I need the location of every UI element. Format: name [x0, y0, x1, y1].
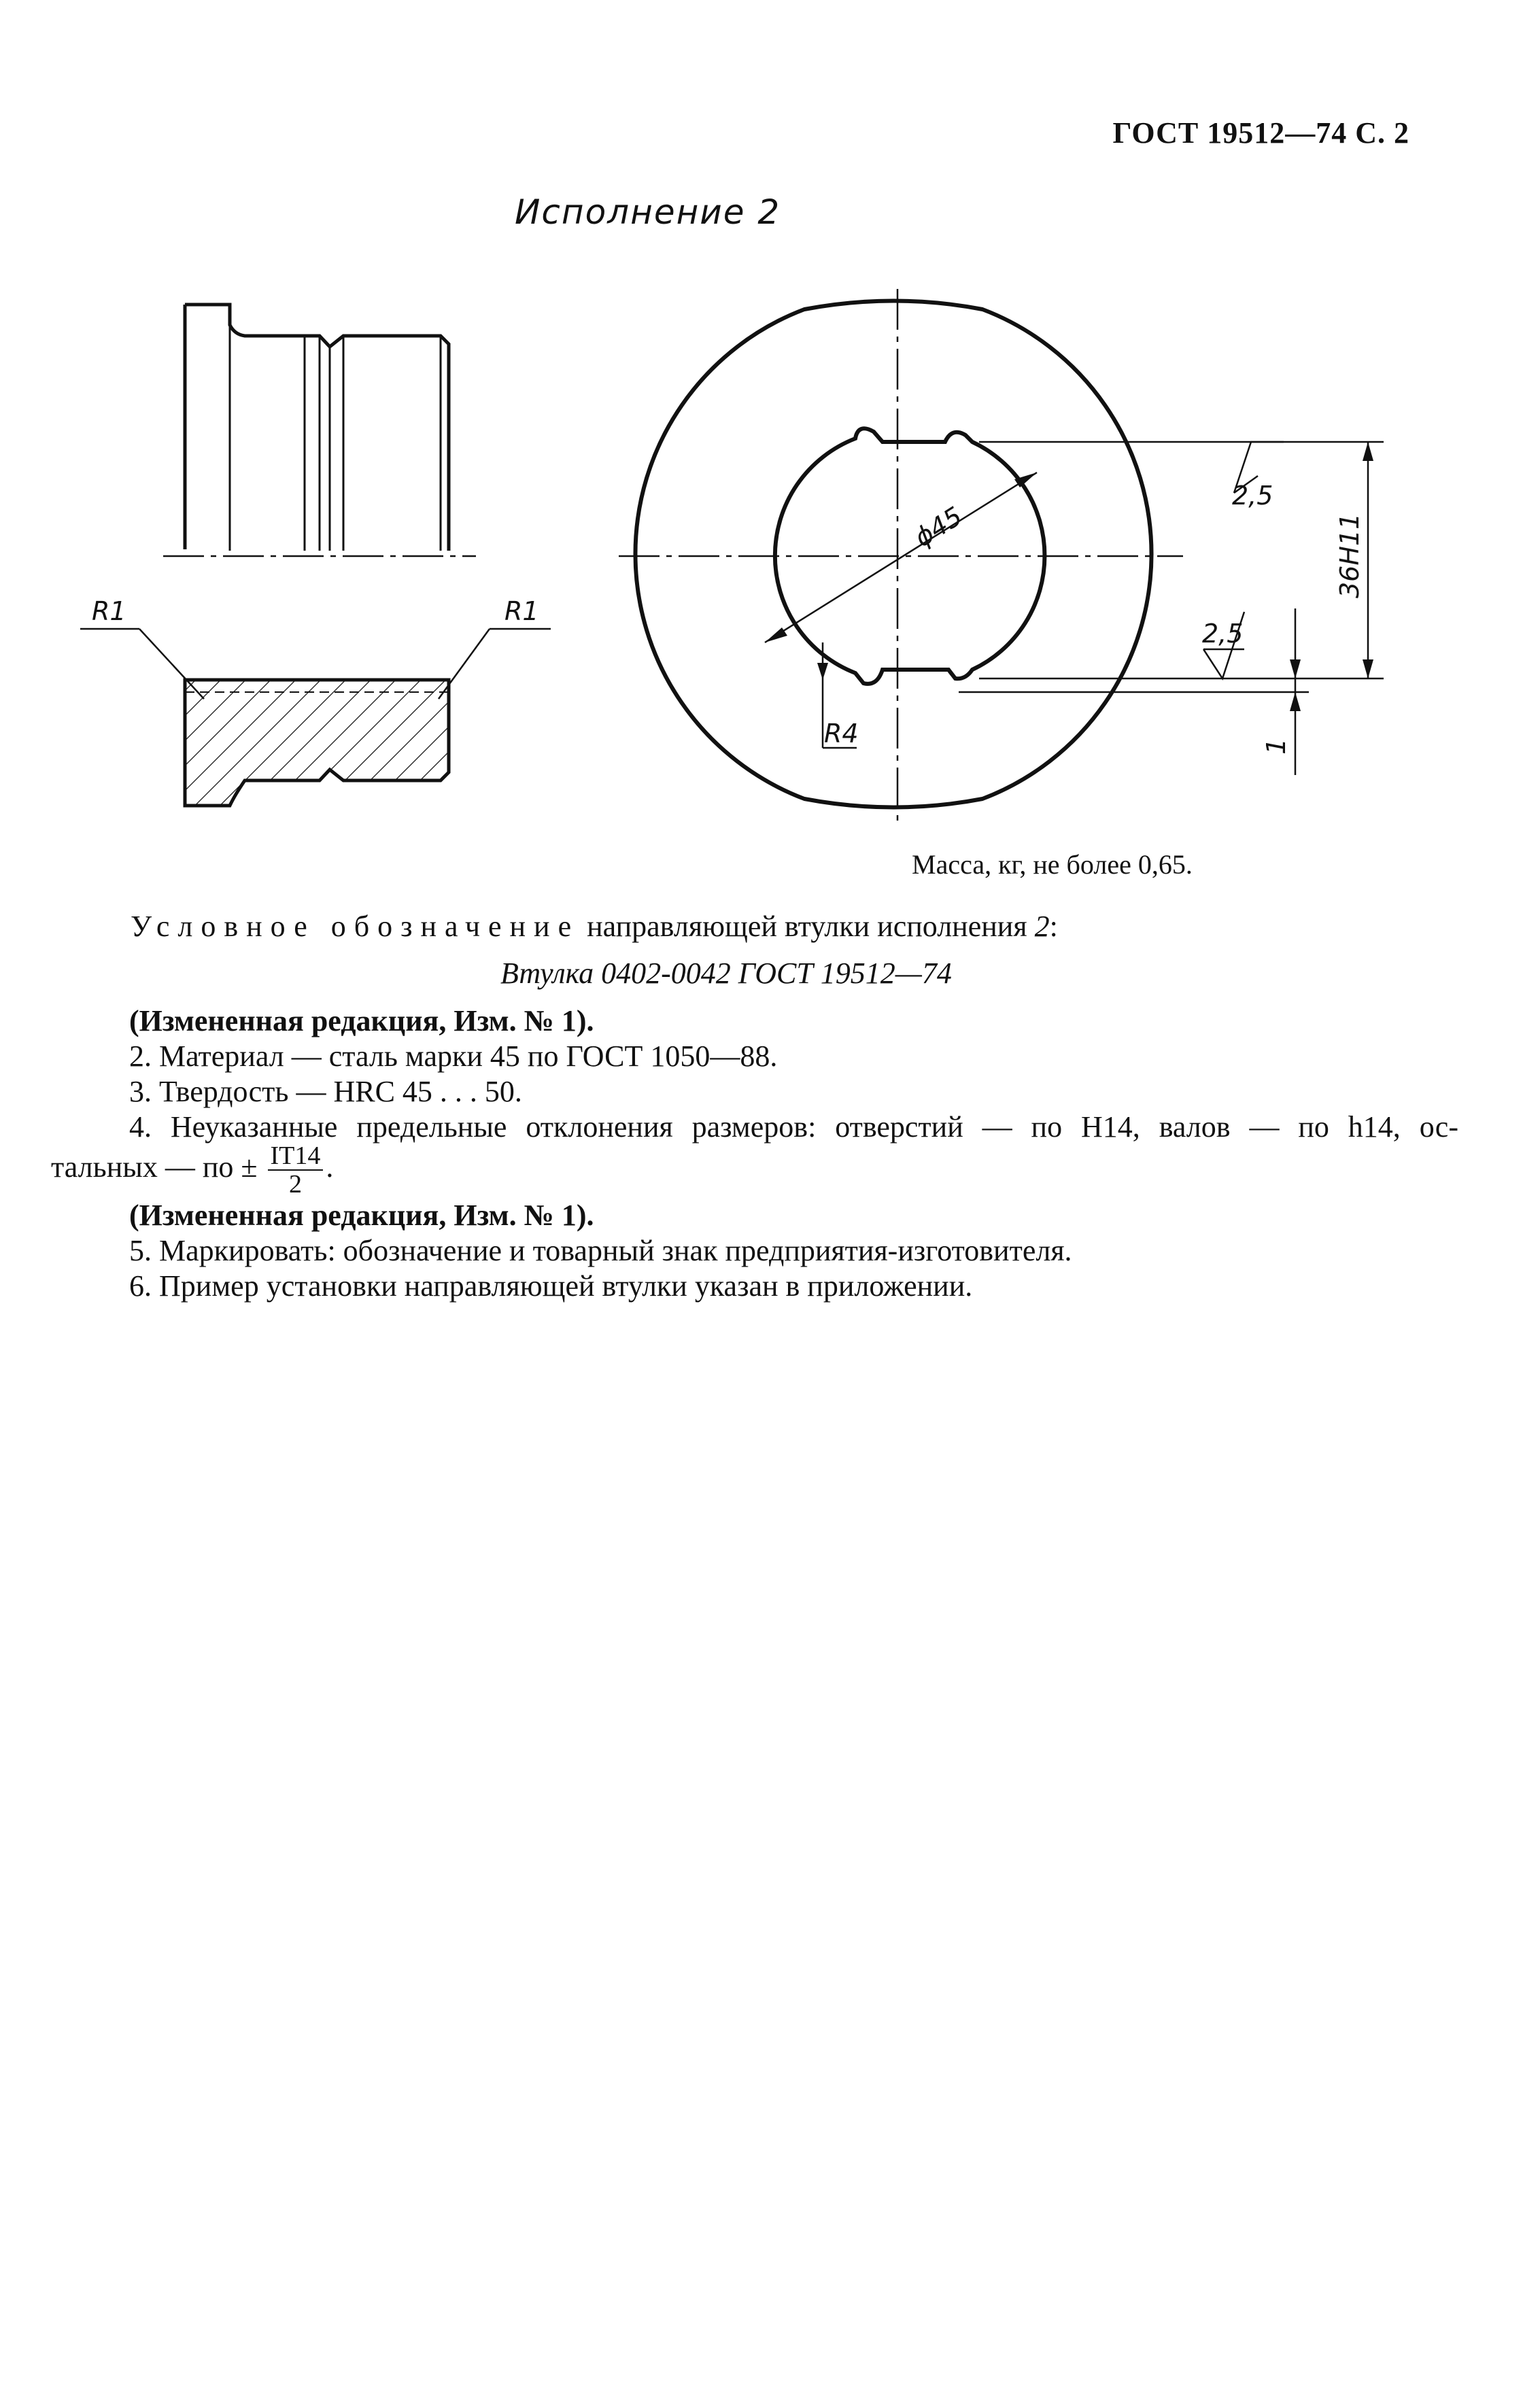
note-2: 2. Материал — сталь марки 45 по ГОСТ 1050—88. [129, 1039, 778, 1073]
hatched-section [185, 680, 449, 806]
technical-drawing [0, 0, 1540, 843]
r1-left-label: R1 [92, 596, 126, 626]
fraction-numerator: IT14 [268, 1142, 324, 1171]
page-header: ГОСТ 19512—74 С. 2 [1112, 116, 1409, 150]
diameter-label: ϕ45 [909, 500, 968, 553]
front-view [635, 301, 1151, 808]
outer-contour [635, 301, 1151, 808]
width-dimension [979, 442, 1384, 678]
designation-number: 2 [1034, 910, 1050, 943]
note-5: 5. Маркировать: обозначение и товарный знак предприятия-изготовителя. [129, 1234, 1072, 1267]
width-arrow-bottom [1363, 659, 1373, 678]
diameter-line [765, 472, 1037, 642]
roughness-bottom-label: 2,5 [1202, 619, 1244, 649]
note-3: 3. Твердость — HRC 45 . . . 50. [129, 1075, 522, 1108]
section-view [185, 305, 449, 806]
width-label: 36H11 [1335, 513, 1365, 598]
offset-arrow-top [1290, 659, 1301, 678]
tolerance-fraction [268, 1142, 324, 1198]
change-note-1: (Измененная редакция, Изм. № 1). [129, 1004, 594, 1037]
section-outline-top [185, 305, 449, 551]
offset-dimension [959, 608, 1309, 775]
note-4-suffix: . [326, 1150, 334, 1184]
note-6: 6. Пример установки направляющей втулки указан в приложении. [129, 1269, 973, 1303]
r1-right-label: R1 [504, 596, 539, 626]
roughness-top-label: 2,5 [1232, 481, 1273, 511]
notes-block [51, 1003, 1458, 1304]
r4-label: R4 [824, 719, 859, 749]
r1-right-leader [439, 629, 551, 699]
mass-note: Масса, кг, не более 0,65. [912, 849, 1193, 880]
note-4-line-2 [51, 1142, 1458, 1198]
designation-line [131, 909, 1058, 944]
fraction-denominator: 2 [288, 1170, 302, 1199]
designation-spaced-label: Условное обозначение [131, 910, 580, 943]
change-note-2: (Измененная редакция, Изм. № 1). [129, 1199, 594, 1232]
note-4-prefix: тальных — по ± [51, 1150, 258, 1184]
offset-label: 1 [1261, 738, 1291, 755]
designation-formula: Втулка 0402-0042 ГОСТ 19512—74 [500, 957, 952, 990]
view-title: Исполнение 2 [515, 192, 781, 232]
r4-arrow [817, 663, 828, 680]
designation-colon: : [1049, 910, 1058, 943]
width-arrow-top [1363, 442, 1373, 461]
note-4-line-1: 4. Неуказанные предельные отклонения размеров: отверстий — по H14, валов — по h14, ос- [129, 1110, 1458, 1144]
offset-arrow-bottom [1290, 692, 1301, 711]
designation-rest: направляющей втулки исполнения [587, 910, 1027, 943]
